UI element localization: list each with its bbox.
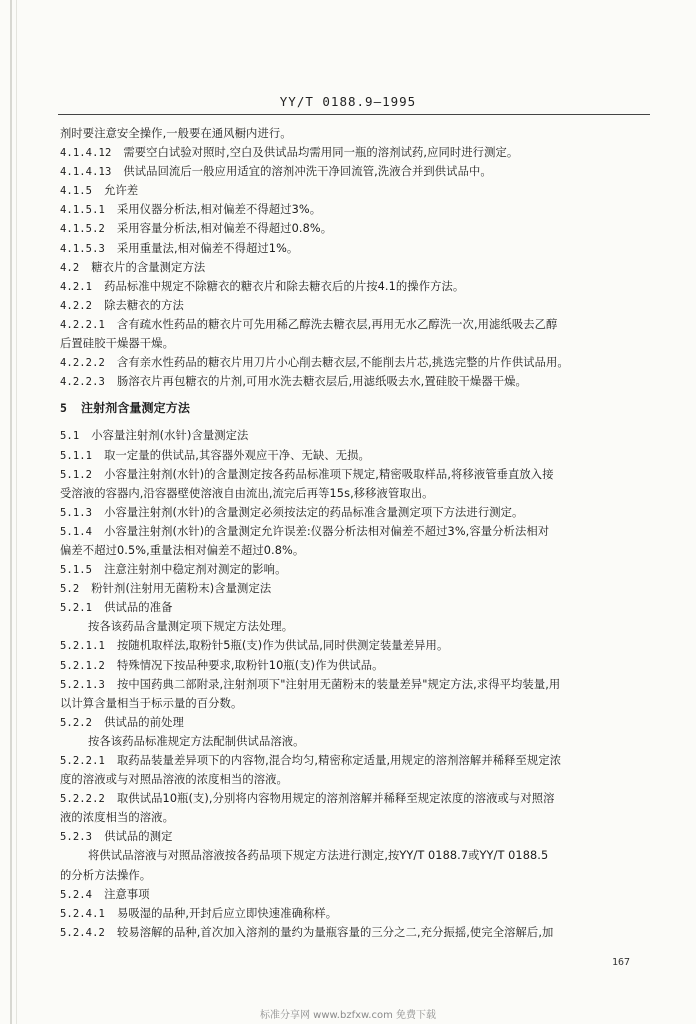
text-line: [60, 353, 652, 372]
text-line: [60, 446, 652, 465]
text-line: [60, 258, 652, 277]
clause-number: 4.1.5: [60, 185, 93, 198]
clause-text: 采用重量法,相对偏差不得超过1%。: [116, 241, 299, 255]
text-line: [60, 751, 652, 770]
clause-text: 特殊情况下按品种要求,取粉针10瓶(支)作为供试品。: [116, 658, 384, 672]
clause-text: 取药品装量差异项下的内容物,混合均匀,精密称定适量,用规定的溶剂溶解并稀释至规定浓: [116, 754, 562, 767]
clause-number: 5.2.1.3: [60, 678, 105, 691]
clause-text: 粉针剂(注射用无菌粉末)含量测定法: [91, 582, 272, 596]
clause-text: 将供试品溶液与对照品溶液按各药品项下规定方法进行测定,按YY/T 0188.7或YY/T 0188.5: [88, 849, 549, 863]
clause-number: 5.2.2.2: [60, 793, 105, 806]
clause-number: 4.2.2: [60, 299, 93, 312]
text-line: [60, 465, 652, 484]
text-line: [60, 713, 652, 732]
clause-number: 5.1.4: [60, 525, 93, 538]
text-line: [60, 162, 652, 181]
text-line: [60, 923, 652, 942]
text-line: [60, 522, 652, 541]
text-line: [60, 827, 652, 846]
clause-number: 4.2.2.3: [60, 376, 105, 389]
clause-text: 供试品的测定: [104, 830, 173, 844]
clause-number: 5: [60, 401, 68, 416]
clause-number: 5.2.1.1: [60, 640, 105, 653]
clause-text: 注意注射剂中稳定剂对测定的影响。: [104, 563, 287, 577]
clause-number: 4.1.4.12: [60, 147, 112, 160]
text-line: [60, 770, 652, 789]
clause-text: 采用容量分析法,相对偏差不得超过0.8%。: [116, 222, 333, 236]
text-line: [60, 315, 652, 334]
clause-text: 允许差: [104, 184, 139, 198]
clause-text: 小容量注射剂(水针)的含量测定必须按法定的药品标准含量测定项下方法进行测定。: [104, 505, 524, 519]
header-rule: [58, 114, 650, 115]
clause-text: 小容量注射剂(水针)的含量测定允许误差:仪器分析法相对偏差不超过3%,容量分析法相对: [104, 524, 550, 538]
clause-text: 偏差不超过0.5%,重量法相对偏差不超过0.8%。: [60, 543, 305, 557]
paragraph-gap: [60, 418, 652, 426]
clause-number: 5.1.1: [60, 449, 93, 462]
clause-text: 按各该药品标准规定方法配制供试品溶液。: [88, 734, 305, 748]
clause-number: 5.1.3: [60, 506, 93, 519]
text-line: [60, 124, 652, 143]
clause-text: 较易溶解的品种,首次加入溶剂的量约为量瓶容量的三分之二,充分振摇,使完全溶解后,加: [116, 925, 554, 939]
clause-number: 5.2.4: [60, 888, 93, 901]
clause-text: 取供试品10瓶(支),分别将内容物用规定的溶剂溶解并稀释至规定浓度的溶液或与对照溶: [116, 792, 555, 806]
clause-number: 4.2.1: [60, 280, 93, 293]
text-line: [60, 636, 652, 655]
text-line: [60, 426, 652, 445]
text-line: [60, 541, 652, 560]
scan-edge: [16, 0, 17, 1024]
clause-text: 含有亲水性药品的糖衣片用刀片小心削去糖衣层,不能削去片芯,挑选完整的片作供试品用。: [116, 356, 569, 370]
page-header: YY/T 0188.9—1995: [279, 94, 417, 109]
clause-number: 5.1.2: [60, 468, 93, 481]
text-line: [60, 694, 652, 713]
clause-number: 5.2: [60, 583, 80, 596]
text-line: [60, 846, 652, 865]
clause-number: 5.2.4.1: [60, 907, 105, 920]
clause-text: 受溶液的容器内,沿容器壁使溶液自由流出,流完后再等15s,移移液管取出。: [60, 486, 434, 500]
clause-number: 4.1.5.3: [60, 242, 105, 255]
clause-text: 注意事项: [104, 887, 150, 901]
clause-text: 小容量注射剂(水针)的含量测定按各药品标准项下规定,精密吸取样品,将移液管垂直放入接: [104, 467, 554, 481]
text-line: [60, 866, 652, 885]
document-body: [60, 124, 652, 942]
page-number: 167: [611, 957, 630, 968]
clause-text: 药品标准中规定不除糖衣的糖衣片和除去糖衣后的片按4.1的操作方法。: [104, 279, 465, 293]
clause-number: 5.2.1: [60, 602, 93, 615]
clause-number: 5.2.2.1: [60, 755, 105, 767]
clause-text: 含有疏水性药品的糖衣片可先用稀乙醇洗去糖衣层,再用无水乙醇洗一次,用滤纸吸去乙醇: [116, 317, 558, 331]
text-line: [60, 484, 652, 503]
clause-number: 4.1.5.1: [60, 204, 105, 217]
clause-text: 注射剂含量测定方法: [81, 401, 190, 416]
footer-watermark: 标准分享网 www.bzfxw.com 免费下载: [260, 1010, 436, 1021]
clause-number: 4.1.5.2: [60, 223, 105, 236]
clause-number: 4.2: [60, 261, 80, 274]
clause-text: 肠溶衣片再包糖衣的片剂,可用水洗去糖衣层后,用滤纸吸去水,置硅胶干燥器干燥。: [116, 375, 527, 389]
scan-edge: [10, 0, 12, 1024]
clause-text: 小容量注射剂(水针)含量测定法: [91, 429, 249, 443]
clause-text: 需要空白试验对照时,空白及供试品均需用同一瓶的溶剂试药,应同时进行测定。: [123, 146, 519, 160]
clause-text: 按中国药典二部附录,注射剂项下"注射用无菌粉末的装量差异"规定方法,求得平均装量,用: [116, 677, 561, 691]
clause-number: 4.1.4.13: [60, 166, 112, 179]
clause-number: 5.2.3: [60, 831, 93, 844]
text-line: [60, 675, 652, 694]
clause-text: 易吸湿的品种,开封后应立即快速准确称样。: [116, 906, 338, 920]
text-line: [60, 560, 652, 579]
text-line: [60, 219, 652, 238]
text-line: [60, 598, 652, 617]
clause-number: 5.2.4.2: [60, 926, 105, 939]
clause-text: 剂时要注意安全操作,一般要在通风橱内进行。: [60, 127, 292, 140]
section-heading: [60, 399, 652, 418]
clause-text: 按各该药品含量测定项下规定方法处理。: [88, 620, 294, 634]
text-line: [60, 372, 652, 391]
text-line: [60, 904, 652, 923]
clause-number: 4.2.2.1: [60, 318, 105, 331]
text-line: [60, 239, 652, 258]
text-line: [60, 181, 652, 200]
clause-text: 采用仪器分析法,相对偏差不得超过3%。: [116, 203, 322, 217]
text-line: [60, 503, 652, 522]
text-line: [60, 885, 652, 904]
clause-text: 糖衣片的含量测定方法: [91, 260, 206, 274]
text-line: [60, 579, 652, 598]
clause-text: 供试品回流后一般应用适宜的溶剂冲洗干净回流管,洗液合并到供试品中。: [123, 165, 492, 179]
text-line: [60, 200, 652, 219]
clause-number: 4.2.2.2: [60, 357, 105, 370]
clause-text: 按随机取样法,取粉针5瓶(支)作为供试品,同时供测定装量差异用。: [116, 639, 449, 653]
paragraph-gap: [60, 391, 652, 399]
clause-number: 5.1: [60, 430, 80, 443]
text-line: [60, 277, 652, 296]
text-line: [60, 789, 652, 808]
clause-number: 5.1.5: [60, 564, 93, 577]
clause-number: 5.2.2: [60, 716, 93, 729]
clause-text: 度的溶液或与对照品溶液的浓度相当的溶液。: [60, 773, 288, 787]
clause-number: 5.2.1.2: [60, 659, 105, 672]
clause-text: 供试品的准备: [104, 601, 173, 615]
text-line: [60, 656, 652, 675]
clause-text: 除去糖衣的方法: [104, 298, 184, 312]
clause-text: 供试品的前处理: [104, 715, 184, 729]
clause-text: 液的浓度相当的溶液。: [60, 811, 174, 825]
text-line: [60, 617, 652, 636]
text-line: [60, 334, 652, 353]
clause-text: 的分析方法操作。: [60, 868, 152, 882]
clause-text: 后置硅胶干燥器干燥。: [60, 337, 174, 351]
text-line: [60, 732, 652, 751]
clause-text: 取一定量的供试品,其容器外观应干净、无缺、无损。: [104, 448, 370, 462]
clause-text: 以计算含量相当于标示量的百分数。: [60, 696, 243, 710]
text-line: [60, 296, 652, 315]
text-line: [60, 808, 652, 827]
text-line: [60, 143, 652, 162]
